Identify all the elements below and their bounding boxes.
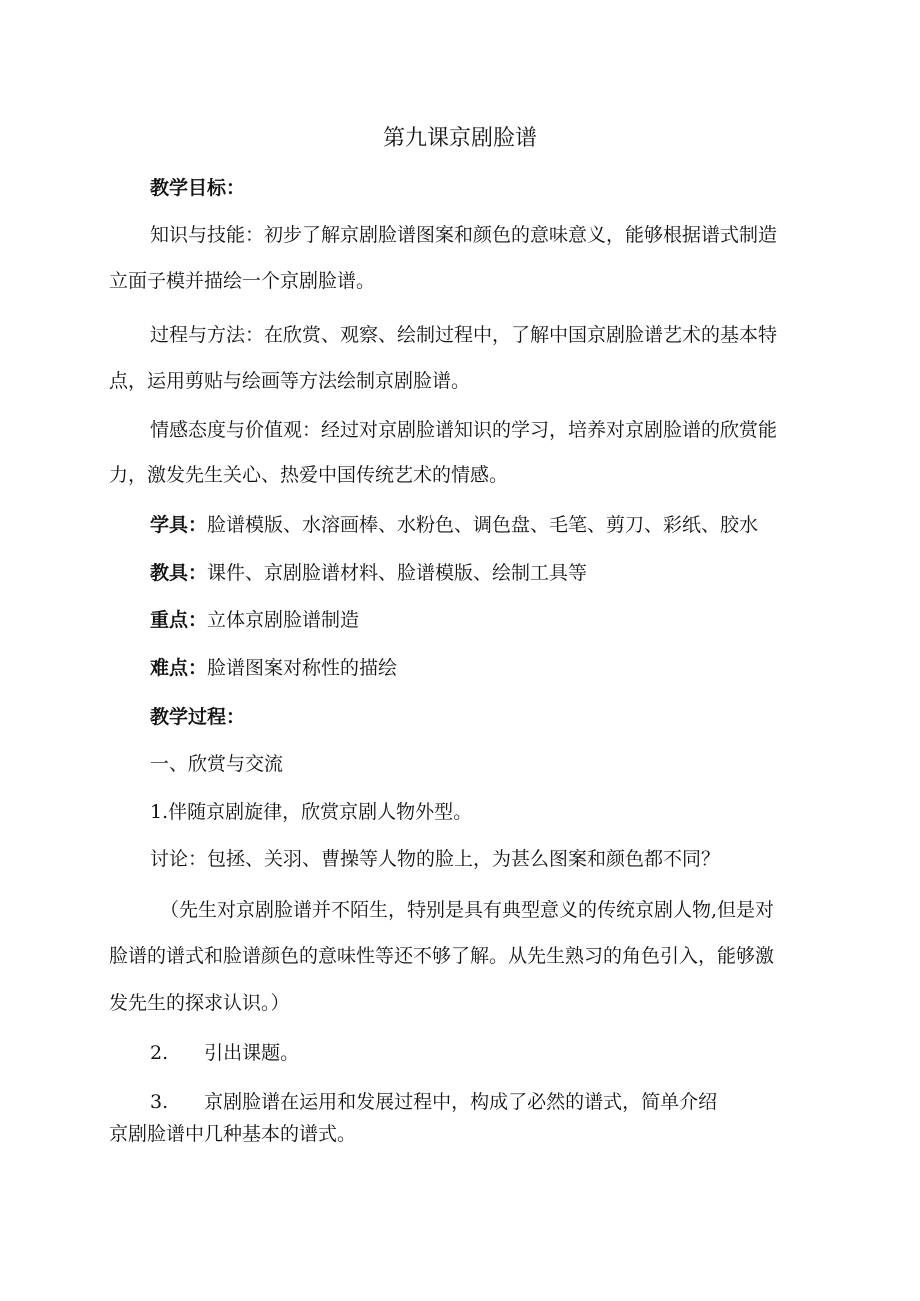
step-1: 1.伴随京剧旋律，欣赏京剧人物外型。 [150, 801, 473, 823]
page-title: 第九课京剧脸谱 [382, 126, 537, 151]
step-3 [150, 1090, 717, 1114]
step-3-line2: 京剧脸谱中几种基本的谱式。 [109, 1123, 357, 1145]
emotion-values-line2: 力，激发先生关心、热爱中国传统艺术的情感。 [109, 464, 509, 486]
process-heading: 教学过程： [150, 706, 246, 728]
difficulty-text: 脸谱图案对称性的描绘 [207, 657, 398, 679]
student-tools-text: 脸谱模版、水溶画棒、水粉色、调色盘、毛笔、剪刀、彩纸、胶水 [207, 514, 759, 536]
knowledge-skills-line1: 知识与技能：初步了解京剧脸谱图案和颜色的意味意义，能够根据谱式制造 [150, 224, 778, 246]
objectives-heading: 教学目标： [150, 177, 246, 199]
discussion: 讨论：包拯、关羽、曹操等人物的脸上，为甚么图案和颜色都不同？ [150, 848, 721, 870]
step-2-number: 2. [150, 1042, 169, 1064]
note-line1: （先生对京剧脸谱并不陌生，特别是具有典型意义的传统京剧人物,但是对 [160, 899, 775, 921]
step-3-number: 3. [150, 1091, 169, 1113]
emotion-values-line1: 情感态度与价值观：经过对京剧脸谱知识的学习，培养对京剧脸谱的欣赏能 [150, 419, 778, 441]
key-point [150, 608, 359, 632]
step-2 [150, 1041, 299, 1065]
step-2-text: 引出课题。 [204, 1042, 300, 1064]
process-method-line2: 点，运用剪贴与绘画等方法绘制京剧脸谱。 [109, 370, 471, 392]
key-point-label: 重点： [150, 609, 208, 631]
teacher-tools-label: 教具： [150, 562, 208, 584]
step-3-text: 京剧脸谱在运用和发展过程中，构成了必然的谱式，简单介绍 [204, 1091, 718, 1113]
section-appreciation: 一、欣赏与交流 [150, 753, 284, 775]
difficulty [150, 656, 397, 680]
teacher-tools-text: 课件、京剧脸谱材料、脸谱模版、绘制工具等 [207, 562, 588, 584]
note-line2: 脸谱的谱式和脸谱颜色的意味性等还不够了解。从先生熟习的角色引入，能够激 [109, 945, 775, 967]
key-point-text: 立体京剧脸谱制造 [207, 609, 360, 631]
process-method-line1: 过程与方法：在欣赏、观察、绘制过程中，了解中国京剧脸谱艺术的基本特 [150, 324, 778, 346]
knowledge-skills-line2: 立面子模并描绘一个京剧脸谱。 [109, 270, 376, 292]
note-line3: 发先生的探求认识。） [109, 992, 290, 1014]
difficulty-label: 难点： [150, 657, 208, 679]
student-tools [150, 513, 758, 537]
student-tools-label: 学具： [150, 514, 208, 536]
teacher-tools [150, 561, 587, 585]
